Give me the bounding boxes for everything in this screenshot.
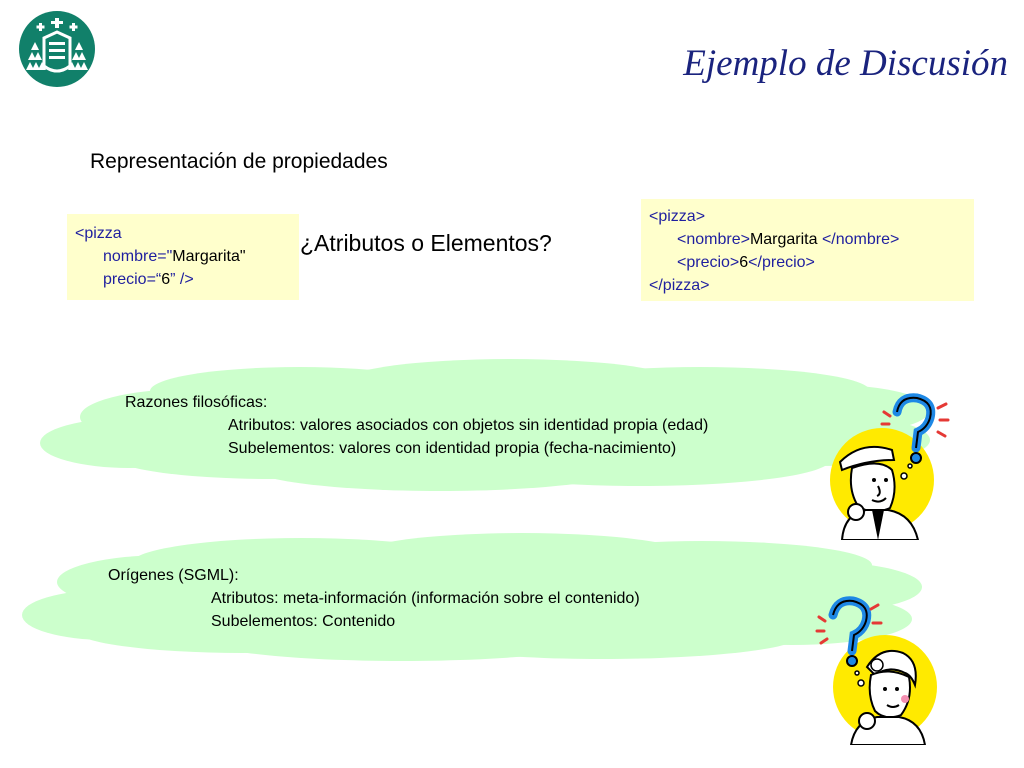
code-tag: <pizza (75, 225, 122, 242)
cloud-heading: Razones filosóficas: (125, 394, 268, 411)
code-key: nombre=" (103, 248, 173, 265)
section-subtitle: Representación de propiedades (90, 150, 388, 173)
code-line (649, 274, 974, 297)
thinking-woman-icon (815, 595, 945, 745)
university-logo (18, 10, 96, 88)
element-example-box (641, 199, 974, 301)
cloud-line: Atributos: meta-información (información sobre el contenido) (211, 590, 640, 607)
code-line (649, 228, 974, 251)
code-tag: <precio> (677, 254, 740, 271)
attribute-example-box (67, 214, 299, 300)
code-value: 6 (739, 254, 749, 271)
code-value: 6 (161, 271, 171, 288)
thinking-man-icon (822, 390, 952, 540)
code-tag: </precio> (748, 254, 815, 271)
cloud-line: Atributos: valores asociados con objetos sin identidad propia (edad) (228, 417, 709, 434)
code-line (75, 222, 299, 245)
code-line (649, 205, 974, 228)
code-value: Margarita (749, 231, 818, 248)
cloud-heading: Orígenes (SGML): (108, 567, 239, 584)
code-tag: <nombre> (677, 231, 750, 248)
code-tag: </pizza> (649, 277, 710, 294)
cloud-line: Subelementos: Contenido (211, 613, 396, 630)
question-text: ¿Atributos o Elementos? (300, 230, 552, 256)
code-line (75, 268, 299, 291)
code-line (649, 251, 974, 274)
code-key: precio=“ (103, 271, 162, 288)
page-title: Ejemplo de Discusión (683, 43, 1008, 84)
code-tag: ” /> (170, 271, 194, 288)
cloud-line: Subelementos: valores con identidad propia (fecha-nacimiento) (228, 440, 677, 457)
code-tag: <pizza> (649, 208, 706, 225)
cloud-1-text (125, 391, 708, 460)
code-line (75, 245, 299, 268)
cloud-2-text (108, 564, 640, 633)
code-value: Margarita" (172, 248, 246, 265)
code-tag: </nombre> (817, 231, 900, 248)
